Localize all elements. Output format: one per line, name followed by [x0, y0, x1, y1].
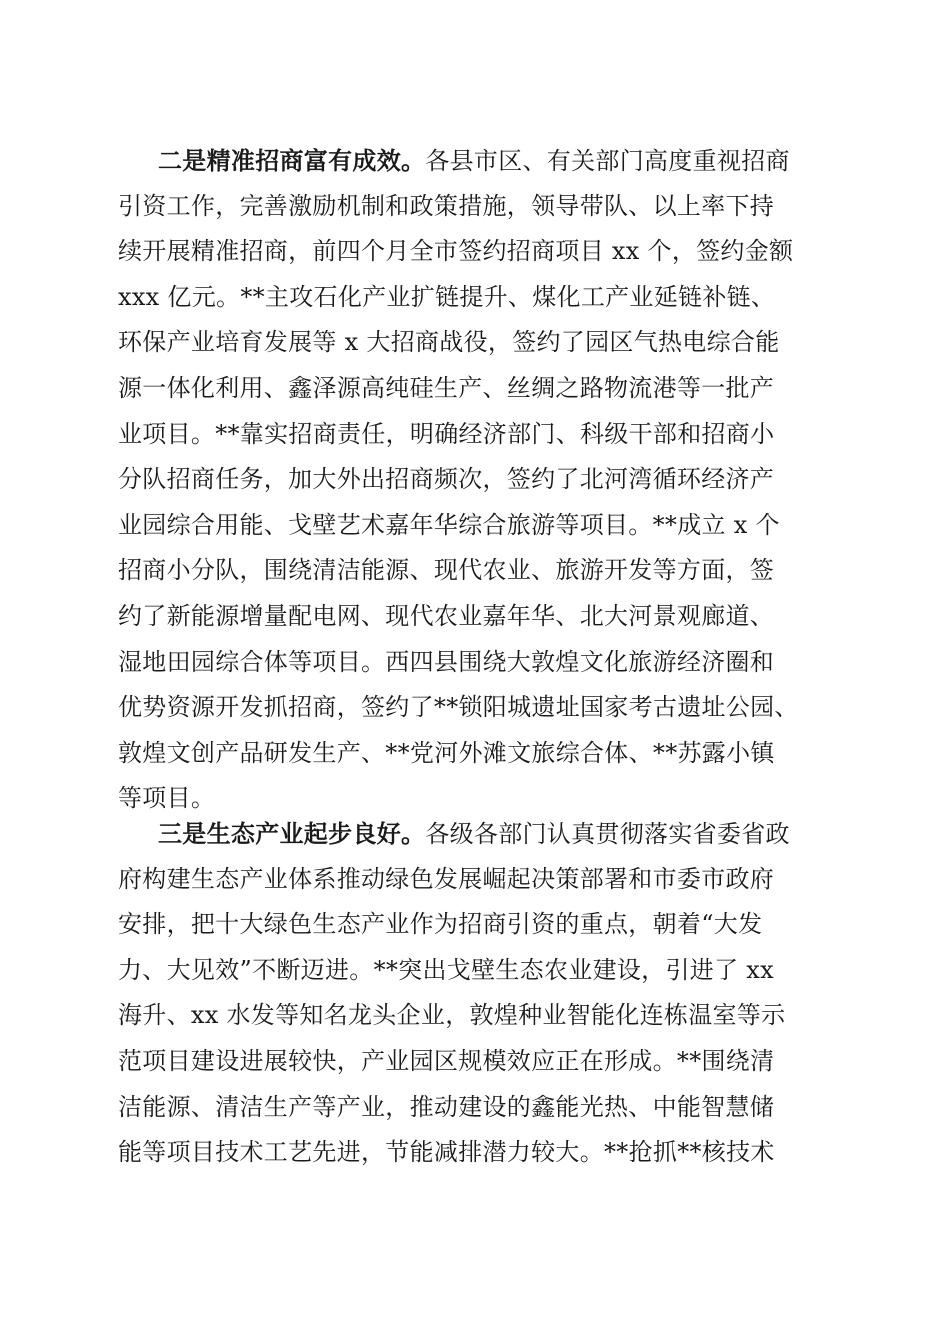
paragraph-line: 各县市区、有关部门高度重视招商	[425, 147, 790, 175]
paragraph-line: 招商小分队，围绕清洁能源、现代农业、旅游开发等方面，签	[118, 556, 775, 585]
paragraph-lead-heading: 二是精准招商富有成效。	[158, 146, 426, 175]
paragraph-line: 引资工作，完善激励机制和政策措施，领导带队、以上率下持	[118, 191, 775, 220]
paragraph-line: 湿地田园综合体等项目。西四县围绕大敦煌文化旅游经济圈和	[118, 647, 775, 676]
paragraph-line: 约了新能源增量配电网、现代农业嘉年华、北大河景观廊道、	[118, 601, 775, 630]
paragraph-line: 力、大见效”不断迈进。**突出戈壁生态农业建设，引进了 xx	[118, 955, 774, 984]
paragraph-ecological-industry	[118, 811, 838, 1176]
paragraph-line: 能等项目技术工艺先进，节能减排潜力较大。**抢抓**核技术	[118, 1138, 775, 1167]
paragraph-line: 洁能源、清洁生产等产业，推动建设的鑫能光热、中能智慧储	[118, 1092, 775, 1121]
paragraph-first-line	[118, 138, 838, 184]
paragraph-line: xxx 亿元。**主攻石化产业扩链提升、煤化工产业延链补链、	[118, 282, 776, 311]
paragraph-first-line	[118, 811, 838, 857]
paragraph-line: 各级各部门认真贯彻落实省委省政	[425, 820, 790, 848]
paragraph-line: 敦煌文创产品研发生产、**党河外滩文旅综合体、**苏露小镇	[118, 738, 775, 767]
paragraph-line: 安排，把十大绿色生态产业作为招商引资的重点，朝着“大发	[118, 910, 763, 939]
paragraph-line: 业项目。**靠实招商责任，明确经济部门、科级干部和招商小	[118, 419, 775, 448]
paragraph-line: 府构建生态产业体系推动绿色发展崛起决策部署和市委市政府	[118, 864, 775, 893]
paragraph-line: 范项目建设进展较快，产业园区规模效应正在形成。**围绕清	[118, 1046, 775, 1075]
paragraph-line: 源一体化利用、鑫泽源高纯硅生产、丝绸之路物流港等一批产	[118, 373, 775, 402]
paragraph-line: 海升、xx 水发等知名龙头企业，敦煌种业智能化连栋温室等示	[118, 1001, 786, 1030]
paragraph-lead-heading: 三是生态产业起步良好。	[158, 819, 426, 848]
paragraph-line: 分队招商任务，加大外出招商频次，签约了北河湾循环经济产	[118, 465, 775, 494]
paragraph-line: 优势资源开发抓招商，签约了**锁阳城遗址国家考古遗址公园、	[118, 693, 799, 722]
paragraph-line: 业园综合用能、戈壁艺术嘉年华综合旅游等项目。**成立 x 个	[118, 510, 780, 539]
paragraph-line: 续开展精准招商，前四个月全市签约招商项目 xx 个，签约金额	[118, 237, 794, 266]
paragraph-line: 等项目。	[118, 784, 216, 813]
paragraph-investment-attraction	[118, 138, 838, 822]
paragraph-line: 环保产业培育发展等 x 大招商战役，签约了园区气热电综合能	[118, 328, 780, 357]
